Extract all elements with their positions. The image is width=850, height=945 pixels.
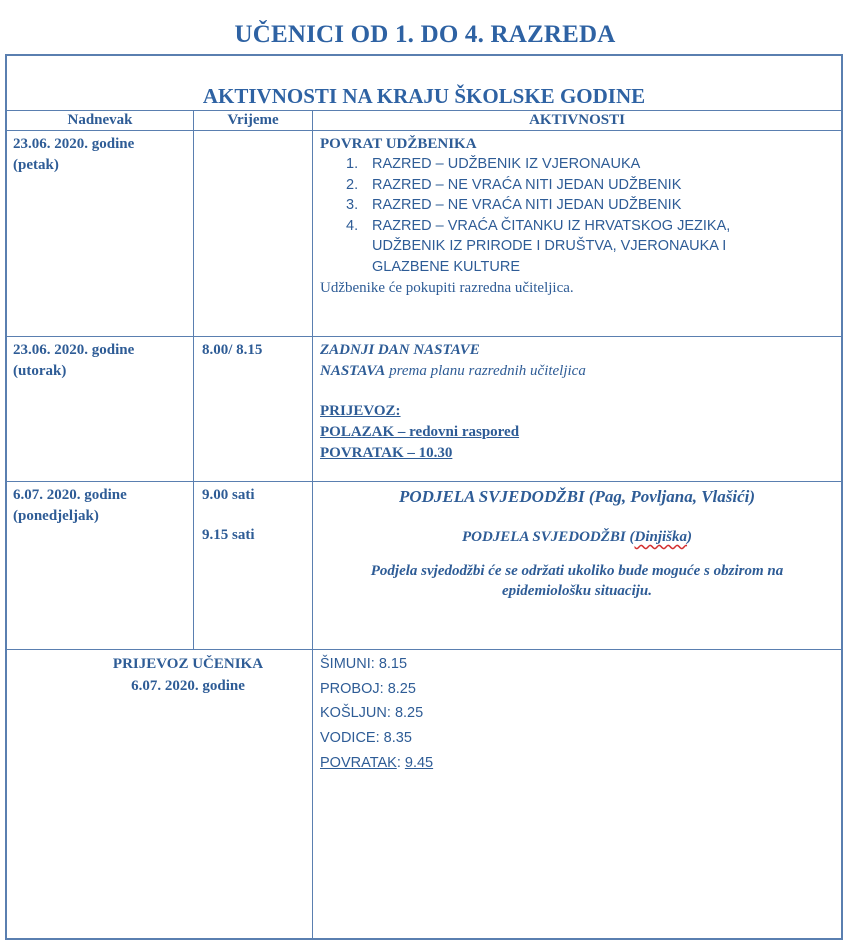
row-1-date [13, 134, 191, 176]
list-item: 2. RAZRED – NE VRAĆA NITI JEDAN UDŽBENIK [346, 176, 682, 193]
table-title: AKTIVNOSTI NA KRAJU ŠKOLSKE GODINE [202, 84, 646, 108]
page-title: UČENICI OD 1. DO 4. RAZREDA [234, 21, 616, 48]
header-activities: AKTIVNOSTI [529, 112, 625, 128]
transport-schedule [320, 654, 835, 777]
transport-heading: PRIJEVOZ: [320, 403, 401, 419]
time-first: 9.00 sati [202, 487, 255, 503]
list-item: ŠIMUNI: 8.15 [320, 656, 408, 672]
date-text: 23.06. 2020. godine [13, 136, 135, 152]
divider [7, 481, 841, 482]
date-text: 6.07. 2020. godine [13, 487, 127, 503]
row-3-activity [313, 486, 841, 601]
row-3-date [13, 485, 191, 527]
day-text: (utorak) [13, 363, 67, 379]
row-2-time: 8.00/ 8.15 [202, 342, 263, 358]
day-text: (ponedjeljak) [13, 508, 99, 524]
activity-heading: POVRAT UDŽBENIKA [320, 136, 477, 152]
list-item: VODICE: 8.35 [320, 730, 412, 747]
divider [7, 110, 841, 111]
transport-title [7, 653, 369, 697]
certificate-note: Podjela svjedodžbi će se održati ukoliko bude moguće s obzirom na epidemiološku situaciju. [370, 563, 784, 599]
day-text: (petak) [13, 157, 59, 173]
list-item: KOŠLJUN: 8.25 [320, 705, 424, 722]
date-text: 23.06. 2020. godine [13, 342, 135, 358]
departure-text: POLAZAK – redovni raspored [320, 424, 520, 440]
header-time: Vrijeme [227, 112, 279, 128]
header-date: Nadnevak [67, 112, 133, 128]
certificate-dinjiska: PODJELA SVJEDODŽBI (Dinjiška) [461, 529, 693, 545]
row-3-time [202, 485, 307, 546]
list-item: PROBOJ: 8.25 [320, 680, 416, 697]
row-1-activity [320, 134, 835, 299]
transport-title-text: PRIJEVOZ UČENIKA [112, 656, 264, 672]
divider [7, 649, 841, 650]
certificate-heading: PODJELA SVJEDODŽBI (Pag, Povljana, Vlašići) [398, 487, 756, 506]
activities-table [5, 54, 843, 940]
row-2-date [13, 340, 191, 382]
time-second: 9.15 sati [202, 527, 255, 543]
list-item: 1. RAZRED – UDŽBENIK IZ VJERONAUKA [346, 156, 641, 172]
return-item: POVRATAK: 9.45 [320, 754, 434, 771]
divider [7, 130, 841, 131]
list-item: 4. RAZRED – VRAĆA ČITANKU IZ HRVATSKOG JEZIKA, UDŽBENIK IZ PRIRODE I DRUŠTVA, VJERONAUKA I GLAZBENE KULTURE [346, 217, 731, 275]
divider [193, 110, 194, 649]
last-day-heading: ZADNJI DAN NASTAVE [320, 342, 480, 358]
list-item: 3. RAZRED – NE VRAĆA NITI JEDAN UDŽBENIK [346, 197, 682, 213]
row-2-activity [320, 340, 835, 464]
grade-list [320, 154, 835, 277]
activity-note: Udžbenike će pokupiti razredna učiteljica. [320, 280, 574, 296]
lesson-plan-text: NASTAVA prema planu razrednih učiteljica [320, 363, 586, 379]
transport-date: 6.07. 2020. godine [131, 678, 245, 694]
return-text: POVRATAK – 10.30 [320, 445, 453, 461]
divider [7, 336, 841, 337]
